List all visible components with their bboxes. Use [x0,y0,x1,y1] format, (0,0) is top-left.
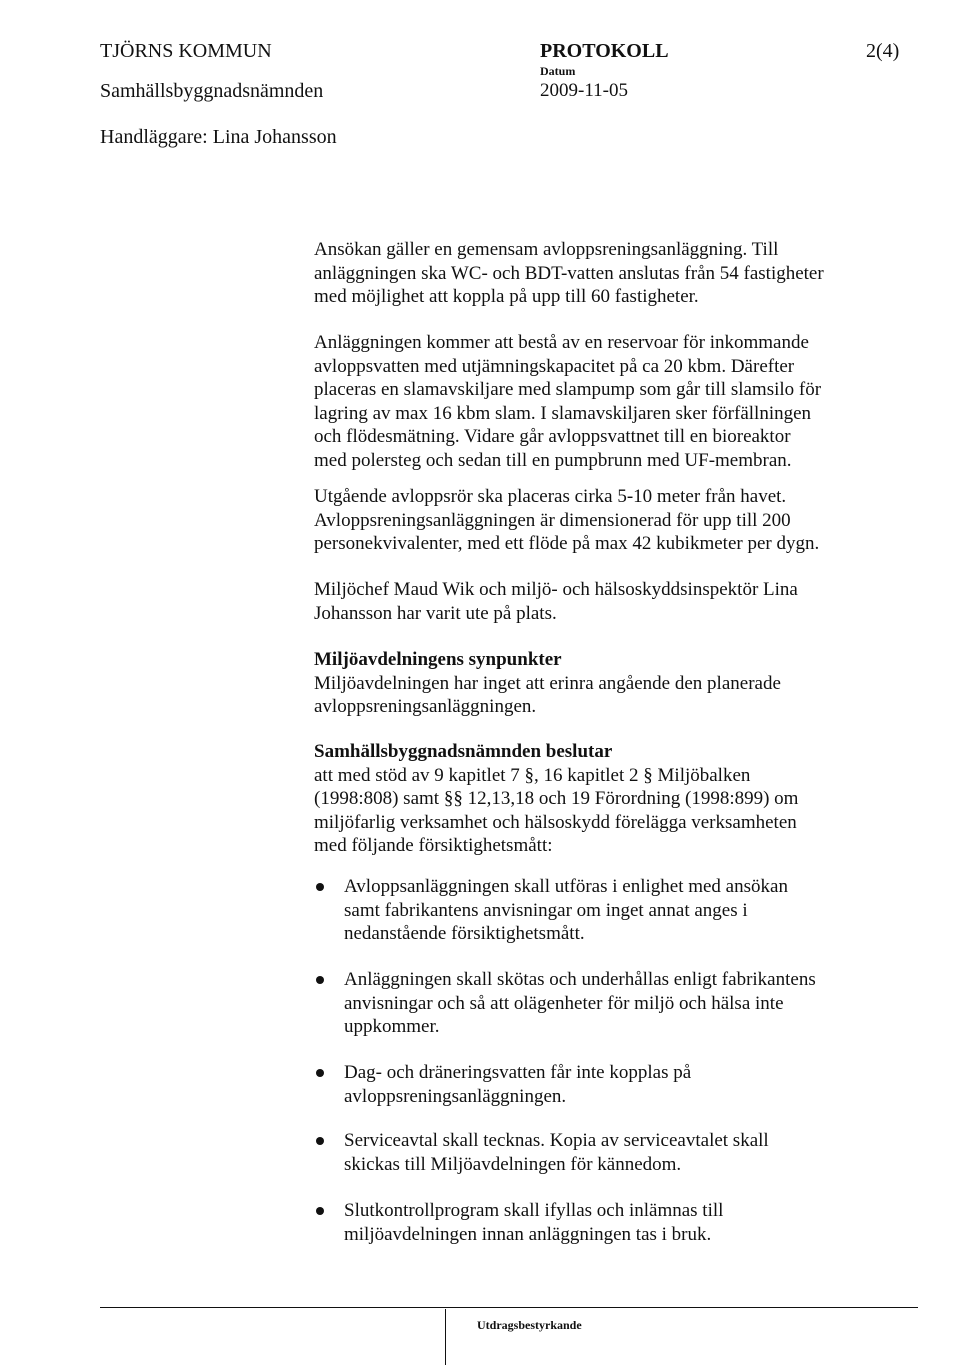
bullet-icon [316,1069,324,1077]
document-type: PROTOKOLL [540,40,669,62]
bullet-icon [316,1207,324,1215]
page-number: 2(4) [866,40,900,62]
bullet-icon [316,883,324,891]
footer-vertical-divider [445,1309,446,1365]
document-date: 2009-11-05 [540,80,628,101]
heading-environment-views: Miljöavdelningens synpunkter [314,649,562,670]
municipality-name: TJÖRNS KOMMUN [100,40,272,62]
date-label: Datum [540,64,576,78]
section-decision [314,740,874,858]
list-item: Serviceavtal skall tecknas. Kopia av serviceavtalet skall skickas till Miljöavdelningen för kännedom. [314,1129,769,1176]
bullet-icon [316,1137,324,1145]
committee-name: Samhällsbyggnadsnämnden [100,80,324,102]
paragraph-application: Ansökan gäller en gemensam avloppsreningsanläggning. Till anläggningen ska WC- och BDT-vatten anslutas från 54 fastigheter med möjlighet att koppla på upp till 60 fastigheter. [314,239,824,307]
bullet-icon [316,976,324,984]
certification-label: Utdragsbestyrkande [477,1318,582,1332]
heading-decision: Samhällsbyggnadsnämnden beslutar [314,741,613,762]
paragraph-environment-views: Miljöavdelningen har inget att erinra angående den planerade avloppsreningsanläggningen. [314,672,781,717]
paragraph-site-visit: Miljöchef Maud Wik och miljö- och hälsoskyddsinspektör Lina Johansson har varit ute på plats. [314,579,798,624]
list-item: Anläggningen skall skötas och underhållas enligt fabrikantens anvisningar och så att olägenheter för miljö och hälsa inte uppkommer. [314,968,816,1039]
list-item: Dag- och dräneringsvatten får inte kopplas på avloppsreningsanläggningen. [314,1061,691,1108]
footer-divider [100,1307,918,1308]
handler-name: Handläggare: Lina Johansson [100,126,337,148]
list-item: Avloppsanläggningen skall utföras i enlighet med ansökan samt fabrikantens anvisningar om inget annat anges i nedanstående försiktighetsmått. [314,875,788,946]
paragraph-facility: Anläggningen kommer att bestå av en reservoar för inkommande avloppsvatten med utjämningskapacitet på ca 20 kbm. Därefter placeras en slamavskiljare med slampump som går till slamsilo för lagring av max 16 kbm slam. I slamavskiljaren sker förfällningen och flödesmätning. Vidare går avloppsvattnet till en bioreaktor med polersteg och sedan till en pumpbrunn med UF-membran. [314,332,822,471]
list-item: Slutkontrollprogram skall ifyllas och inlämnas till miljöavdelningen innan anläggningen tas i bruk. [314,1199,723,1246]
section-environment [314,648,874,719]
paragraph-decision: att med stöd av 9 kapitlet 7 §, 16 kapitlet 2 § Miljöbalken (1998:808) samt §§ 12,13,18 och 19 Förordning (1998:899) om miljöfarlig verksamhet och hälsoskydd förelägga verksamheten med följande försiktighetsmått: [314,764,799,856]
paragraph-outlet: Utgående avloppsrör ska placeras cirka 5-10 meter från havet. Avloppsreningsanläggningen är dimensionerad för upp till 200 personekvivalenter, med ett flöde på max 42 kubikmeter per dygn. [314,486,820,554]
